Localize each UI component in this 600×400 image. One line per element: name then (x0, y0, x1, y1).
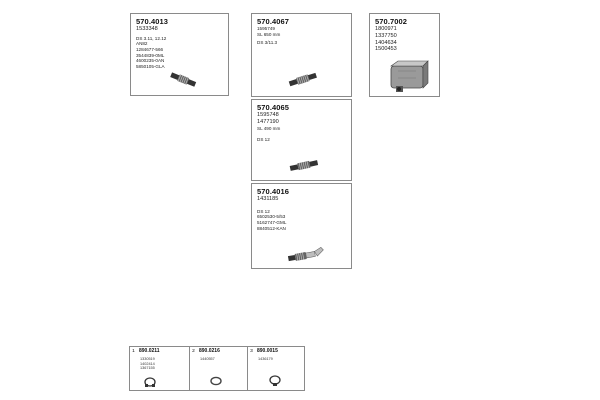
part-ref: 1477190 (257, 118, 279, 125)
fitting-index: 2 (192, 348, 195, 354)
fitting-index: 3 (250, 348, 253, 354)
part-note: DS 12 (257, 137, 270, 143)
part-card-570-4013 (130, 13, 229, 96)
fitting-ref: 1367155 (140, 366, 155, 370)
fitting-ref: 1330519 (140, 357, 155, 361)
part-ref: SL 490 mm (257, 125, 281, 131)
fitting-ref: 1402414 (140, 361, 155, 366)
part-ref: 1431185 (257, 196, 279, 202)
fittings-table (129, 346, 305, 391)
fitting-cell (130, 347, 189, 390)
part-card-570-4065 (251, 99, 352, 181)
part-note: 5850105-GLA (136, 63, 165, 69)
part-ref: 1595749 (257, 26, 275, 31)
part-note: 1284677-566 (136, 46, 164, 52)
part-ref: 1595748 (257, 112, 279, 118)
part-ref: 1800971 (375, 26, 397, 32)
part-number: 570.4065 (257, 103, 290, 112)
part-note: DS 3/11.3 (257, 40, 278, 46)
fitting-index: 1 (132, 348, 135, 354)
part-note: 4600235-0AN (136, 58, 165, 64)
part-note: 5162747-GML (257, 219, 287, 225)
part-note: DS 12 (257, 208, 270, 214)
fitting-number: 890.0216 (199, 348, 220, 354)
part-number: 570.4067 (257, 17, 290, 26)
part-card-570-4016 (251, 183, 352, 269)
clamp-icon (267, 374, 283, 387)
part-number: 570.4013 (136, 17, 169, 26)
part-ref: 1337750 (375, 32, 397, 39)
part-note: 3544839-0ML (136, 52, 165, 58)
muffler-image (388, 58, 430, 94)
fitting-cell (247, 347, 304, 390)
flex-pipe-with-bend-image (286, 244, 326, 266)
clamp-icon (142, 376, 158, 388)
part-card-570-4067 (251, 13, 352, 97)
fitting-ref: 1436179 (258, 357, 273, 361)
flex-pipe-image (287, 69, 319, 91)
fitting-number: 890.0015 (257, 348, 278, 354)
fitting-number: 890.0211 (139, 348, 160, 354)
part-ref: 1404634 (375, 39, 397, 46)
fitting-header (248, 347, 304, 355)
fitting-header (130, 347, 189, 355)
flex-pipe-image (168, 69, 198, 91)
clamp-icon (208, 375, 224, 387)
part-number: 570.7002 (375, 17, 408, 26)
fitting-ref: 1440557 (200, 357, 215, 361)
fitting-cell (189, 347, 247, 390)
part-note: 8840512-KAN (257, 225, 286, 231)
flex-pipe-image (288, 156, 320, 176)
part-ref: 1500453 (375, 46, 397, 53)
part-ref: SL 650 mm (257, 31, 281, 37)
part-number: 570.4016 (257, 187, 290, 196)
fitting-header (190, 347, 247, 355)
part-note: 6502530-5/53 (257, 214, 286, 220)
part-note: DS 3.11, 12.12 (136, 35, 167, 41)
part-ref: 1533348 (136, 26, 158, 32)
part-card-570-7002 (369, 13, 440, 97)
part-note: AN82 (136, 41, 148, 47)
